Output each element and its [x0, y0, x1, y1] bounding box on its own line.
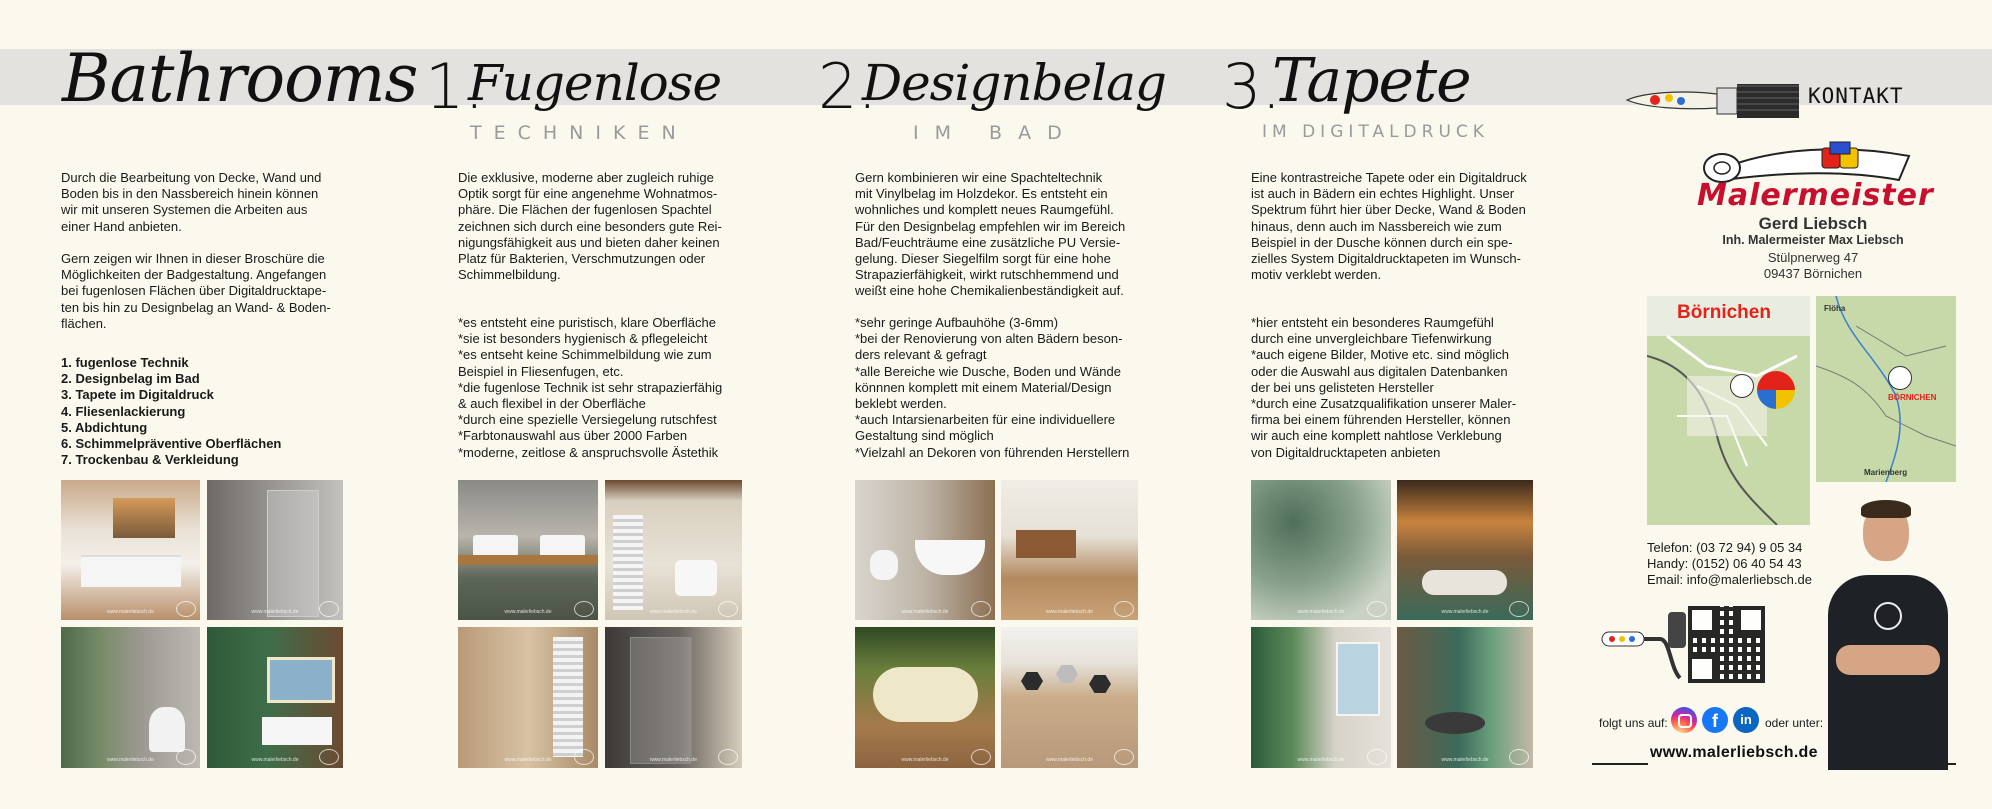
mobile-number[interactable]: Handy: (0152) 06 40 54 43 [1647, 556, 1802, 571]
bathroom-photo: www.malerliebsch.de [458, 480, 598, 620]
paint-roller-icon [1600, 608, 1690, 683]
location-map-detail [1647, 296, 1810, 525]
bathroom-photo: www.malerliebsch.de [1001, 627, 1138, 768]
bathroom-photo: www.malerliebsch.de [1397, 480, 1533, 620]
map-label: Flöha [1824, 304, 1846, 313]
subtitle-im-bad: IM BAD [913, 122, 1078, 144]
section-number: 1. [425, 50, 485, 123]
section-number: 3. [1222, 50, 1282, 123]
script-title-bathrooms: Bathrooms [62, 40, 418, 117]
topic-list: 1. fugenlose Technik 2. Designbelag im Bad 3. Tapete im Digitaldruck 4. Fliesenlackierung 5. Abdichtung 6. Schimmelpräventive Oberflächen 7. Trockenbau & Verkleidung [61, 355, 282, 468]
intro-text: Eine kontrastreiche Tapete oder ein Digitaldruck ist auch in Bädern ein echtes Highlight. Unser Spektrum führt hier über Decke, Wand & Boden hinaus, denn auch im Nassbereich wie zum Beispiel in der Dusche können durch ein spe- zielles System Digitaldrucktapeten im Wunsch- motiv verklebt werden. [1251, 170, 1527, 283]
bathroom-photo: www.malerliebsch.de [458, 627, 598, 768]
email-address[interactable]: Email: info@malerliebsch.de [1647, 572, 1812, 587]
subtitle-im-digitaldruck: IM DIGITALDRUCK [1262, 122, 1489, 142]
street-address: Stülpnerweg 47 [1767, 250, 1859, 265]
phone-number[interactable]: Telefon: (03 72 94) 9 05 34 [1647, 540, 1803, 555]
bathroom-photo: www.malerliebsch.de [207, 627, 343, 768]
bullet-list: *sehr geringe Aufbauhöhe (3-6mm) *bei der Renovierung von alten Bädern beson- ders relevant & gefragt *alle Bereiche wie Dusche, Boden und Wände könnnen komplett mit einem Material/Design beklebt werden. *auch Intarsienarbeiten für eine individuellere Gestaltung sind möglich *Vielzahl an Dekoren von führenden Herstellern [855, 315, 1130, 460]
bathroom-photo: www.malerliebsch.de [1251, 480, 1391, 620]
bathroom-photo: www.malerliebsch.de [1251, 627, 1391, 768]
divider-line [1838, 763, 1956, 765]
subtitle-techniken: TECHNIKEN [470, 122, 688, 144]
company-name: Gerd Liebsch [1758, 214, 1868, 233]
owner-line: Inh. Malermeister Max Liebsch [1722, 233, 1904, 247]
company-logo-wordmark: Malermeister [1697, 178, 1934, 213]
intro-text: Die exklusive, moderne aber zugleich ruhige Optik sorgt für eine angenehme Wohnatmos- phäre. Die Flächen der fugenlosen Spachtel zeichnen sich durch eine besonders gute Rei- nigungsfähigkeit aus und bieten daher keinen Platz für Bakterien, Verschmutzungen oder Schimmelbildung. [458, 170, 722, 283]
bathroom-photo: www.malerliebsch.de [207, 480, 343, 620]
facebook-icon[interactable]: f [1702, 707, 1728, 733]
section-number: 2. [818, 50, 878, 123]
location-map-overview [1816, 296, 1956, 482]
bathroom-photo: www.malerliebsch.de [605, 627, 742, 768]
bathroom-photo: www.malerliebsch.de [1397, 627, 1533, 768]
or-label: oder unter: [1765, 716, 1824, 730]
bathroom-photo: www.malerliebsch.de [61, 627, 200, 768]
bathroom-photo: www.malerliebsch.de [855, 480, 995, 620]
intro-text: Durch die Bearbeitung von Decke, Wand und Boden bis in den Nassbereich hinein können wir mit unseren Systemen die Arbeiten aus einer Hand anbieten. Gern zeigen wir Ihnen in dieser Broschüre die Möglichkeiten der Badgestaltung. Angefangen bei fugenlosen Flächen über Digitaldrucktape- ten bis hin zu Designbelag an Wand- & Boden- flächen. [61, 170, 331, 331]
bullet-list: *hier entsteht ein besonderes Raumgefühl durch eine unvergleichbare Tiefenwirkung *auch eigene Bilder, Motive etc. sind möglich oder die Auswahl aus digitalen Datenbanken der bei uns gelisteten Hersteller *durch eine Zusatzqualifikation unserer Maler- firma bei einem führenden Hersteller, können wir auch eine komplett nahtlose Verklebung von Digitaldrucktapeten anbieten [1251, 315, 1517, 460]
script-title-fugenlose: Fugenlose [468, 54, 722, 112]
map-label: BÖRNICHEN [1888, 393, 1937, 402]
instagram-icon[interactable] [1671, 707, 1697, 733]
map-label: Marienberg [1864, 468, 1908, 477]
map-town-label: Börnichen [1677, 302, 1771, 323]
bathroom-photo: www.malerliebsch.de [61, 480, 200, 620]
contact-heading: KONTAKT [1808, 84, 1904, 108]
city-address: 09437 Börnichen [1763, 266, 1863, 281]
linkedin-icon[interactable]: in [1733, 707, 1759, 733]
bathroom-photo: www.malerliebsch.de [855, 627, 995, 768]
paintbrush-icon [1625, 78, 1801, 122]
website-link[interactable]: www.malerliebsch.de [1650, 744, 1818, 761]
qr-code[interactable] [1688, 606, 1765, 683]
script-title-tapete: Tapete [1272, 46, 1471, 116]
owner-portrait [1818, 500, 1958, 770]
script-title-designbelag: Designbelag [862, 54, 1166, 112]
intro-text: Gern kombinieren wir eine Spachteltechnik mit Vinylbelag im Holzdekor. Es entsteht ein wohnliches und komplett neues Raumgefühl. Für den Designbelag empfehlen wir im Bereich Bad/Feuchträume eine zusätzliche PU Versie- gelung. Dieser Siegelfilm sorgt für eine hohe Strapazierfähigkeit, wirkt rutschhemmend und weißt eine hohe Chemikalienbeständigkeit auf. [855, 170, 1126, 299]
bathroom-photo: www.malerliebsch.de [605, 480, 742, 620]
follow-label: folgt uns auf: [1599, 716, 1668, 730]
divider-line [1592, 763, 1648, 765]
bathroom-photo: www.malerliebsch.de [1001, 480, 1138, 620]
bullet-list: *es entsteht eine puristisch, klare Oberfläche *sie ist besonders hygienisch & pflegeleicht *es entseht keine Schimmelbildung wie zum Beispiel in Fliesenfugen, etc. *die fugenlose Technik ist sehr strapazierfähig & auch flexibel in der Oberfläche *durch eine spezielle Versiegelung rutschfest *Farbtonauswahl aus über 2000 Farben *moderne, zeitlose & anspruchsvolle Ästethik [458, 315, 723, 460]
